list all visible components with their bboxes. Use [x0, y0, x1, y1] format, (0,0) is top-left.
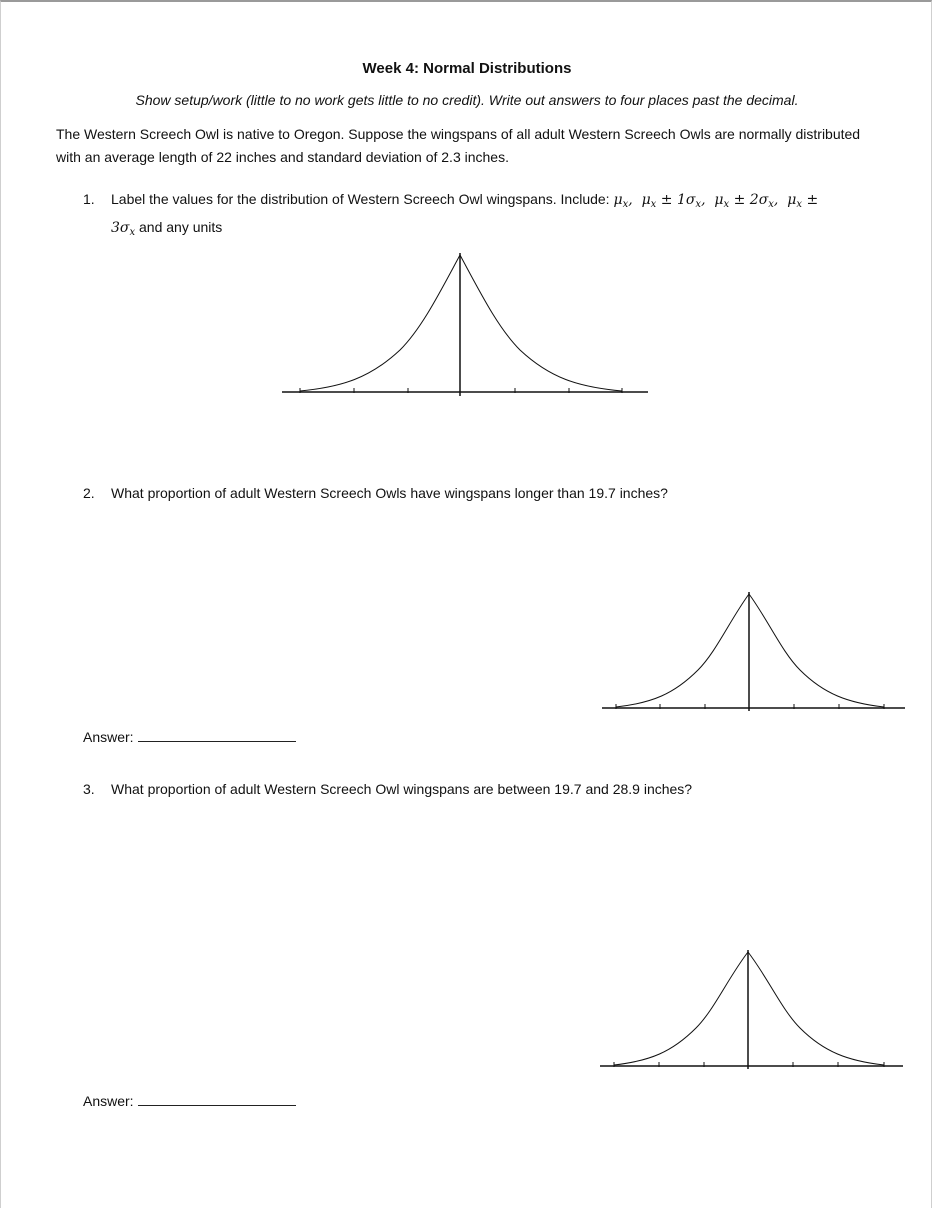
question-number: 2.	[83, 485, 95, 501]
question-number: 1.	[83, 191, 95, 207]
question-text: What proportion of adult Western Screech Owl wingspans are between 19.7 and 28.9 inches?	[111, 781, 693, 797]
question-text-part: and any units	[135, 219, 223, 235]
answer-line-2[interactable]	[83, 727, 296, 745]
question-text-part: Label the values for the distribution of Western Screech Owl wingspans. Include:	[111, 191, 614, 207]
answer-line-3[interactable]	[83, 1091, 296, 1109]
answer-blank[interactable]	[138, 1091, 296, 1106]
question-1	[83, 188, 883, 238]
math-list: $\mu_x$, $\mu_x \pm 1\sigma_x$, $\mu_x \pm 2\sigma_x$, $\mu_x$ ± $3\sigma_x$	[111, 192, 819, 238]
question-2	[83, 482, 883, 506]
page-title: Week 4: Normal Distributions	[362, 60, 572, 77]
bell-curve	[614, 952, 884, 1065]
normal-curve-2	[602, 590, 906, 714]
question-number: 3.	[83, 781, 95, 797]
question-text	[111, 188, 891, 244]
answer-label: Answer:	[83, 729, 134, 745]
instructions: Show setup/work (little to no work gets little to no credit). Write out answers to four places past the decimal.	[135, 92, 799, 108]
question-3	[83, 778, 883, 802]
bell-curve	[300, 255, 622, 391]
normal-curve-3	[600, 948, 904, 1072]
problem-intro: The Western Screech Owl is native to Oregon. Suppose the wingspans of all adult Western Screech Owls are normally distributed with an average length of 22 inches and standard deviation of 2.3 inches.	[56, 126, 861, 165]
answer-blank[interactable]	[138, 727, 296, 742]
bell-curve	[616, 594, 884, 707]
normal-curve-1	[282, 250, 650, 400]
answer-label: Answer:	[83, 1093, 134, 1109]
question-text: What proportion of adult Western Screech Owls have wingspans longer than 19.7 inches?	[111, 485, 668, 501]
